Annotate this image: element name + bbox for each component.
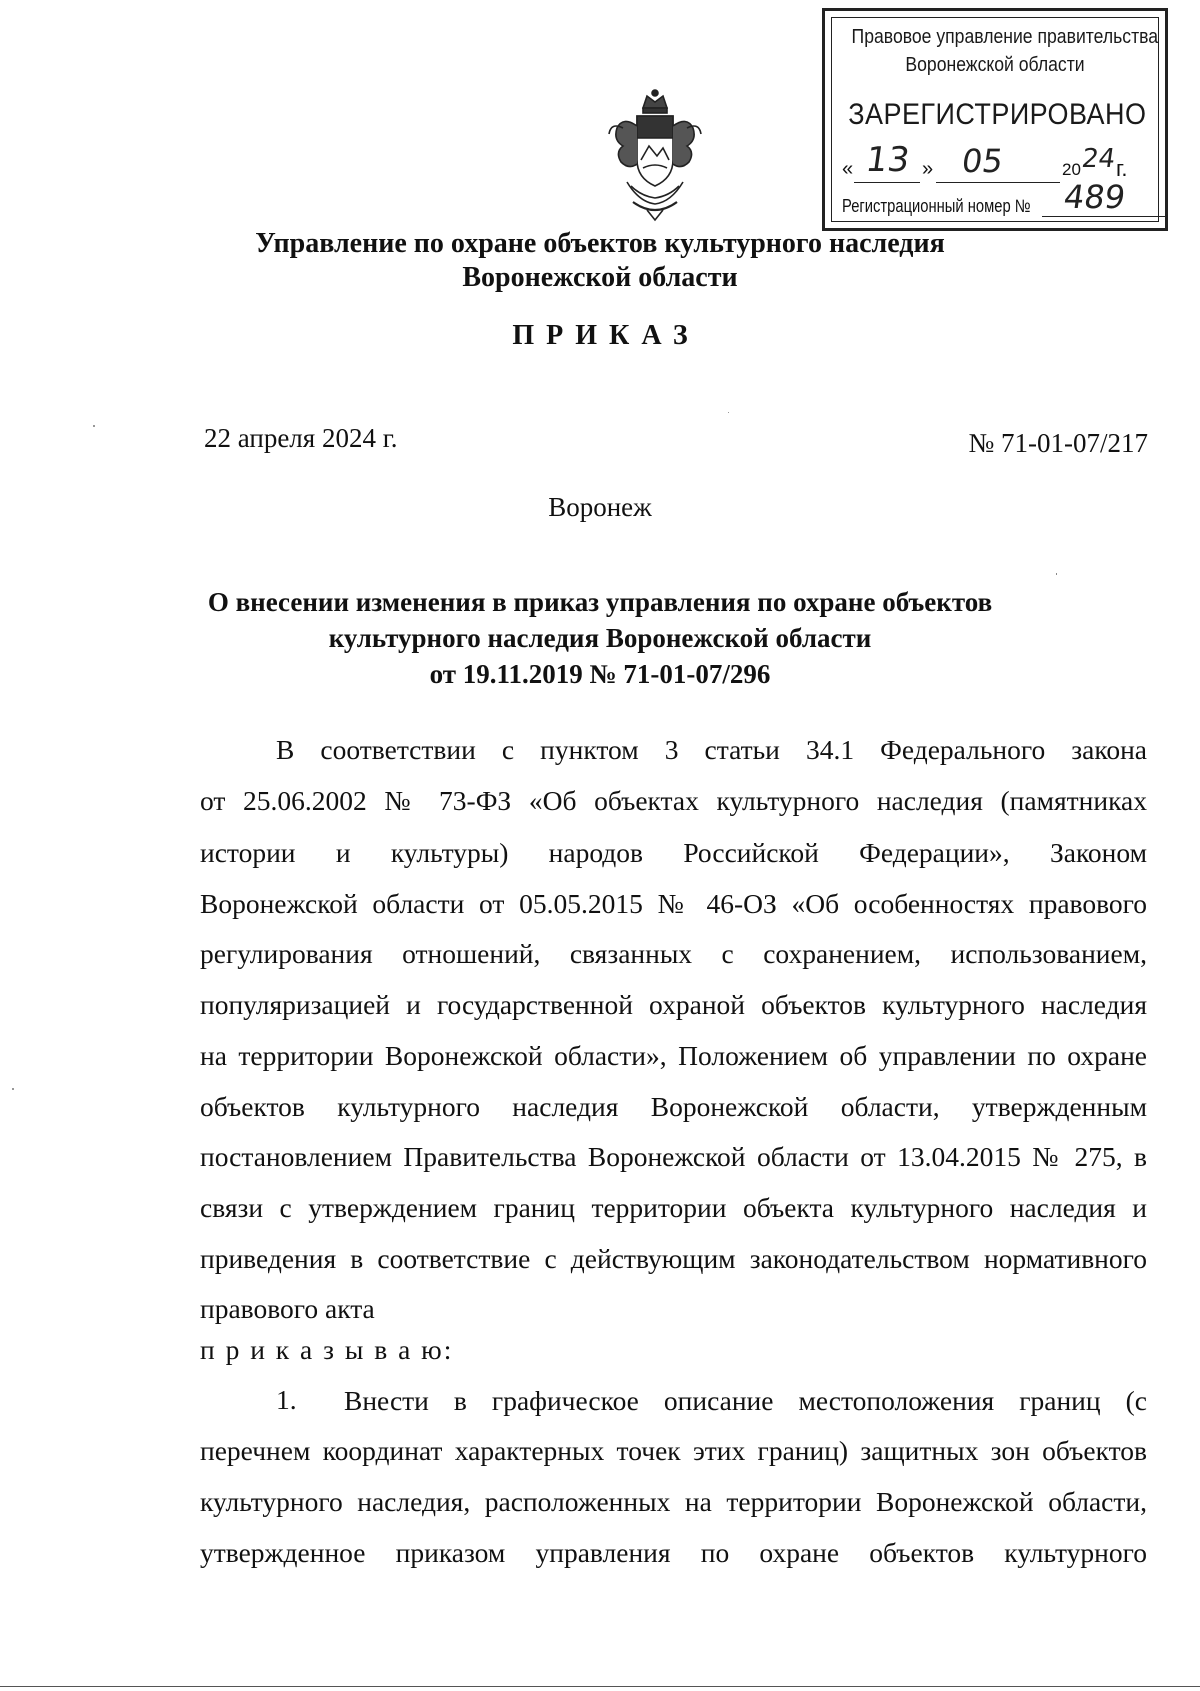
stamp-registered-label: ЗАРЕГИСТРИРОВАНО xyxy=(848,98,1147,131)
scan-speck xyxy=(728,412,729,413)
stamp-org-line-1: Правовое управление правительства xyxy=(851,26,1159,48)
document-title-line-1: О внесении изменения в приказ управления по охране объектов xyxy=(207,587,993,617)
scan-speck xyxy=(1056,573,1057,575)
preamble-line: правового акта xyxy=(200,1293,375,1324)
document-title-line-3: от 19.11.2019 № 71-01-07/296 xyxy=(429,659,771,689)
stamp-inner-frame xyxy=(831,17,1159,222)
coat-of-arms-emblem xyxy=(603,86,707,226)
preamble-line: регулирования отношений, связанных с сохранением, использованием, xyxy=(200,938,1147,969)
preamble-line: от 25.06.2002 № 73-ФЗ «Об объектах культурного наследия (памятниках xyxy=(200,785,1147,816)
document-number: № 71-01-07/217 xyxy=(968,428,1148,458)
preamble-line: истории и культуры) народов Российской Федерации», Законом xyxy=(200,837,1147,868)
item1-line: культурного наследия, расположенных на территории Воронежской области, xyxy=(200,1486,1147,1517)
order-word: п р и к а з ы в а ю: xyxy=(200,1334,454,1365)
stamp-quote-open: « xyxy=(842,158,854,180)
preamble-line: объектов культурного наследия Воронежской области, утвержденным xyxy=(200,1091,1147,1122)
registration-stamp xyxy=(822,8,1168,231)
issuer-org-line-2: Воронежской области xyxy=(462,262,738,293)
stamp-day-underline xyxy=(854,182,920,183)
issuer-org-line-1: Управление по охране объектов культурного наследия xyxy=(255,228,945,259)
preamble-line: Воронежской области от 05.05.2015 № 46-ОЗ «Об особенностях правового xyxy=(200,888,1147,919)
document-city: Воронеж xyxy=(548,492,652,522)
document-type-heading: ПРИКАЗ xyxy=(512,320,700,351)
stamp-month-underline xyxy=(936,182,1060,183)
document-date: 22 апреля 2024 г. xyxy=(204,423,398,453)
page-bottom-edge xyxy=(0,1686,1200,1687)
item1-line: перечнем координат характерных точек этих границ) защитных зон объектов xyxy=(200,1435,1147,1466)
scan-speck xyxy=(12,1088,14,1090)
stamp-year-prefix: 20 xyxy=(1062,160,1081,179)
stamp-year-suffix: 24 xyxy=(1079,144,1118,174)
item1-line: утвержденное приказом управления по охране объектов культурного xyxy=(200,1537,1147,1568)
preamble-line: постановлением Правительства Воронежской области от 13.04.2015 № 275, в xyxy=(200,1141,1147,1172)
preamble-line: популяризацией и государственной охраной объектов культурного наследия xyxy=(200,989,1147,1020)
stamp-reg-number-underline xyxy=(1042,216,1166,217)
stamp-reg-number-row xyxy=(842,178,1150,220)
preamble-line: на территории Воронежской области», Положением об управлении по охране xyxy=(200,1040,1147,1071)
preamble-line: приведения в соответствие с действующим законодательством нормативного xyxy=(200,1243,1147,1274)
scan-speck xyxy=(93,425,95,427)
stamp-reg-number: 489 xyxy=(1061,178,1128,216)
stamp-year-unit: г. xyxy=(1116,156,1128,181)
stamp-day: 13 xyxy=(863,140,913,180)
preamble-line: связи с утверждением границ территории объекта культурного наследия и xyxy=(200,1192,1147,1223)
item1-line: Внести в графическое описание местоположения границ (с xyxy=(344,1385,1147,1416)
preamble-line: В соответствии с пунктом 3 статьи 34.1 Федерального закона xyxy=(276,734,1147,765)
item-1-number: 1. xyxy=(276,1384,297,1415)
stamp-reg-number-label: Регистрационный номер № xyxy=(842,196,1031,216)
stamp-quote-close: » xyxy=(922,158,934,180)
stamp-month: 05 xyxy=(959,142,1006,180)
document-title-line-2: культурного наследия Воронежской области xyxy=(328,623,872,653)
stamp-org-line-2: Воронежской области xyxy=(905,54,1085,76)
